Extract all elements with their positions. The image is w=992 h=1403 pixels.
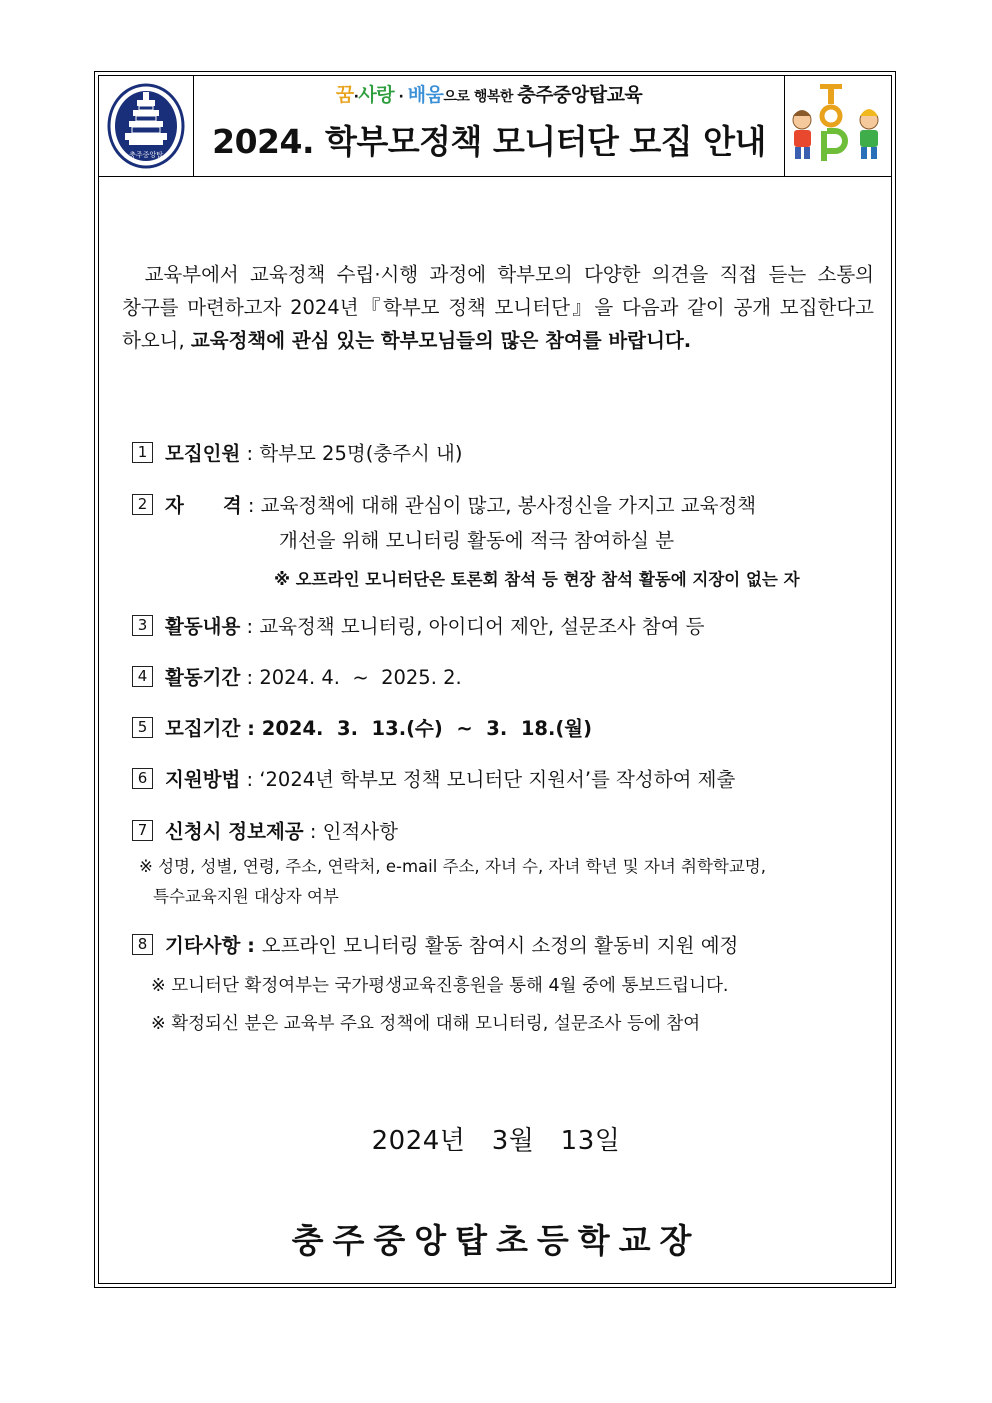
item-value: 2024. 3. 13.(수) ~ 3. 18.(월) bbox=[261, 717, 593, 740]
list-item bbox=[132, 662, 462, 690]
item-label: 기타사항 bbox=[165, 934, 241, 957]
list-item bbox=[132, 611, 705, 639]
slogan-dream: 꿈 bbox=[335, 84, 354, 106]
item-note: ※ 성명, 성별, 연령, 주소, 연락처, e-mail 주소, 자녀 수, 자녀 학년 및 자녀 취학학교명, bbox=[139, 857, 766, 876]
list-item bbox=[132, 930, 738, 958]
slogan-love: 사랑 bbox=[358, 84, 395, 106]
slogan-dot-1: · bbox=[353, 89, 359, 105]
item-sep: : bbox=[240, 934, 262, 957]
item-label: 활동내용 bbox=[165, 615, 241, 638]
slogan-dot-2: · bbox=[394, 89, 408, 105]
item-number: 7 bbox=[132, 820, 153, 841]
list-item bbox=[132, 438, 462, 466]
item-value: 교육정책에 대해 관심이 많고, 봉사정신을 가지고 교육정책 bbox=[260, 494, 757, 517]
item-sep: : bbox=[240, 768, 260, 791]
item-value: 인적사항 bbox=[322, 820, 398, 843]
list-item bbox=[132, 713, 592, 741]
item-sep: : bbox=[240, 615, 260, 638]
item-label: 활동기간 bbox=[165, 666, 241, 689]
slogan-school-edu: 충주중앙탑교육 bbox=[517, 84, 643, 106]
page-title: 2024. 학부모정책 모니터단 모집 안내 bbox=[212, 122, 766, 161]
slogan bbox=[193, 80, 785, 107]
item-note: ※ 오프라인 모니터단은 토론회 참석 등 현장 참석 활동에 지장이 없는 자 bbox=[274, 570, 800, 589]
top-mascot-icon bbox=[785, 76, 891, 176]
item-sep: : bbox=[240, 442, 260, 465]
school-logo-cell bbox=[99, 76, 194, 176]
item-note: ※ 모니터단 확정여부는 국가평생교육진흥원을 통해 4월 중에 통보드립니다. bbox=[151, 976, 729, 996]
item-note-continued: 특수교육지원 대상자 여부 bbox=[153, 887, 339, 906]
pagoda-emblem-icon bbox=[99, 76, 193, 176]
item-label: 자 격 bbox=[165, 494, 242, 517]
item-number: 8 bbox=[132, 934, 153, 955]
list-item bbox=[132, 764, 735, 792]
logo-text: 충주중앙탑 bbox=[129, 151, 163, 159]
item-label: 신청시 정보제공 bbox=[165, 820, 304, 843]
item-value: 학부모 25명(충주시 내) bbox=[259, 442, 463, 465]
slogan-happy: 행복한 bbox=[469, 89, 518, 105]
item-sep: : bbox=[240, 717, 262, 740]
intro-paragraph bbox=[122, 258, 874, 357]
item-value: ‘2024년 학부모 정책 모니터단 지원서’를 작성하여 제출 bbox=[259, 768, 736, 791]
item-label: 모집기간 bbox=[165, 717, 241, 740]
header bbox=[99, 76, 891, 177]
slogan-learn: 배움 bbox=[407, 84, 444, 106]
item-value-continued: 개선을 위해 모니터링 활동에 적극 참여하실 분 bbox=[279, 529, 675, 552]
item-number: 6 bbox=[132, 768, 153, 789]
item-value: 교육정책 모니터링, 아이디어 제안, 설문조사 참여 등 bbox=[259, 615, 705, 638]
issue-date: 2024년 3월 13일 bbox=[371, 1126, 621, 1156]
item-sep: : bbox=[240, 666, 260, 689]
item-number: 1 bbox=[132, 442, 153, 463]
item-number: 5 bbox=[132, 717, 153, 738]
item-number: 2 bbox=[132, 494, 153, 515]
intro-bold-text: 교육정책에 관심 있는 학부모님들의 많은 참여를 바랍니다. bbox=[190, 329, 692, 352]
item-number: 4 bbox=[132, 666, 153, 687]
top-logo-cell bbox=[784, 76, 891, 176]
item-note-continued: ※ 확정되신 분은 교육부 주요 정책에 대해 모니터링, 설문조사 등에 참여 bbox=[151, 1014, 701, 1034]
item-label: 모집인원 bbox=[165, 442, 241, 465]
item-sep: : bbox=[241, 494, 261, 517]
item-sep: : bbox=[303, 820, 323, 843]
signature: 충주중앙탑초등학교장 bbox=[291, 1221, 701, 1260]
item-value: 2024. 4. ~ 2025. 2. bbox=[259, 666, 462, 689]
intro-text: 교육부에서 교육정책 수립·시행 과정에 학부모의 다양한 의견을 직접 듣는 소통의 창구를 마련하고자 2024년『학부모 정책 모니터단』을 다음과 같이 공개 모집한다고 하오니, bbox=[122, 263, 874, 352]
item-label: 지원방법 bbox=[165, 768, 241, 791]
list-item bbox=[132, 490, 756, 518]
item-number: 3 bbox=[132, 615, 153, 636]
item-value: 오프라인 모니터링 활동 참여시 소정의 활동비 지원 예정 bbox=[261, 934, 739, 957]
list-item bbox=[132, 816, 398, 844]
slogan-particle: 으로 bbox=[443, 89, 470, 105]
